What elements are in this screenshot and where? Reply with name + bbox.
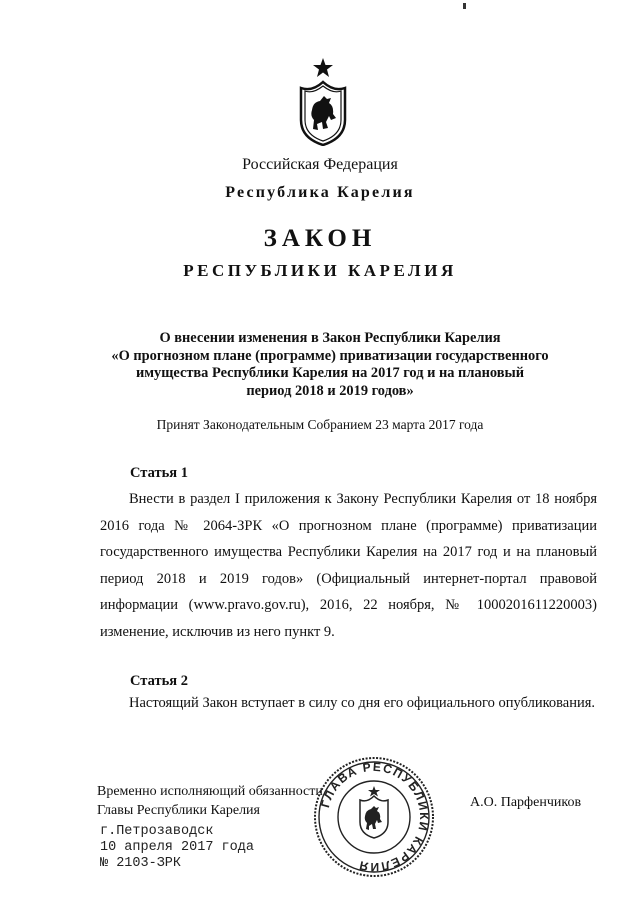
article-2-heading: Статья 2 bbox=[130, 673, 188, 689]
article-1-text: Внести в раздел I приложения к Закону Республики Карелия от 18 ноября 2016 года № 2064-ЗРК «О прогнозном плане (программе) приватизации государственного имущества Республики Карелия на 2017 год и на плановый период 2018 и 2019 годов» (Официальный интернет-портал правовой информации (www.pravo.gov.ru), 2016, 22 ноября, № 1000201611220003) изменение, исключив из него пункт 9. bbox=[100, 491, 597, 640]
law-name-line: О внесении изменения в Закон Республики Карелия bbox=[159, 330, 501, 346]
position-line: Главы Республики Карелия bbox=[97, 803, 260, 818]
official-seal-stamp bbox=[313, 756, 435, 878]
place-date-number bbox=[100, 824, 254, 872]
city-line: г.Петрозаводск bbox=[100, 824, 214, 839]
law-name-block bbox=[100, 330, 560, 400]
law-name-line: «О прогнозном плане (программе) приватизации государственного bbox=[111, 347, 549, 364]
position-line: Временно исполняющий обязанности bbox=[97, 784, 323, 799]
law-name-line: период 2018 и 2019 годов» bbox=[246, 382, 414, 399]
law-title: ЗАКОН bbox=[263, 225, 377, 252]
number-line: № 2103-ЗРК bbox=[100, 856, 182, 871]
coat-of-arms-emblem bbox=[298, 58, 348, 146]
signatory-position bbox=[97, 782, 323, 820]
law-name-line: имущества Республики Карелия на 2017 год и на плановый bbox=[135, 365, 525, 381]
scan-mark bbox=[463, 3, 466, 9]
law-subtitle: РЕСПУБЛИКИ КАРЕЛИЯ bbox=[183, 261, 457, 280]
article-2-text: Настоящий Закон вступает в силу со дня его официального опубликования. bbox=[129, 695, 596, 711]
adoption-note: Принят Законодательным Собранием 23 марта 2017 года bbox=[156, 417, 484, 432]
republic-name: Республика Карелия bbox=[225, 184, 415, 201]
country-name: Российская Федерация bbox=[242, 156, 398, 173]
article-1-heading: Статья 1 bbox=[130, 465, 188, 481]
seal-text: ГЛАВА РЕСПУБЛИКИ КАРЕЛИЯ bbox=[318, 759, 432, 875]
date-line: 10 апреля 2017 года bbox=[100, 840, 254, 855]
signatory-name: А.О. Парфенчиков bbox=[470, 795, 582, 810]
